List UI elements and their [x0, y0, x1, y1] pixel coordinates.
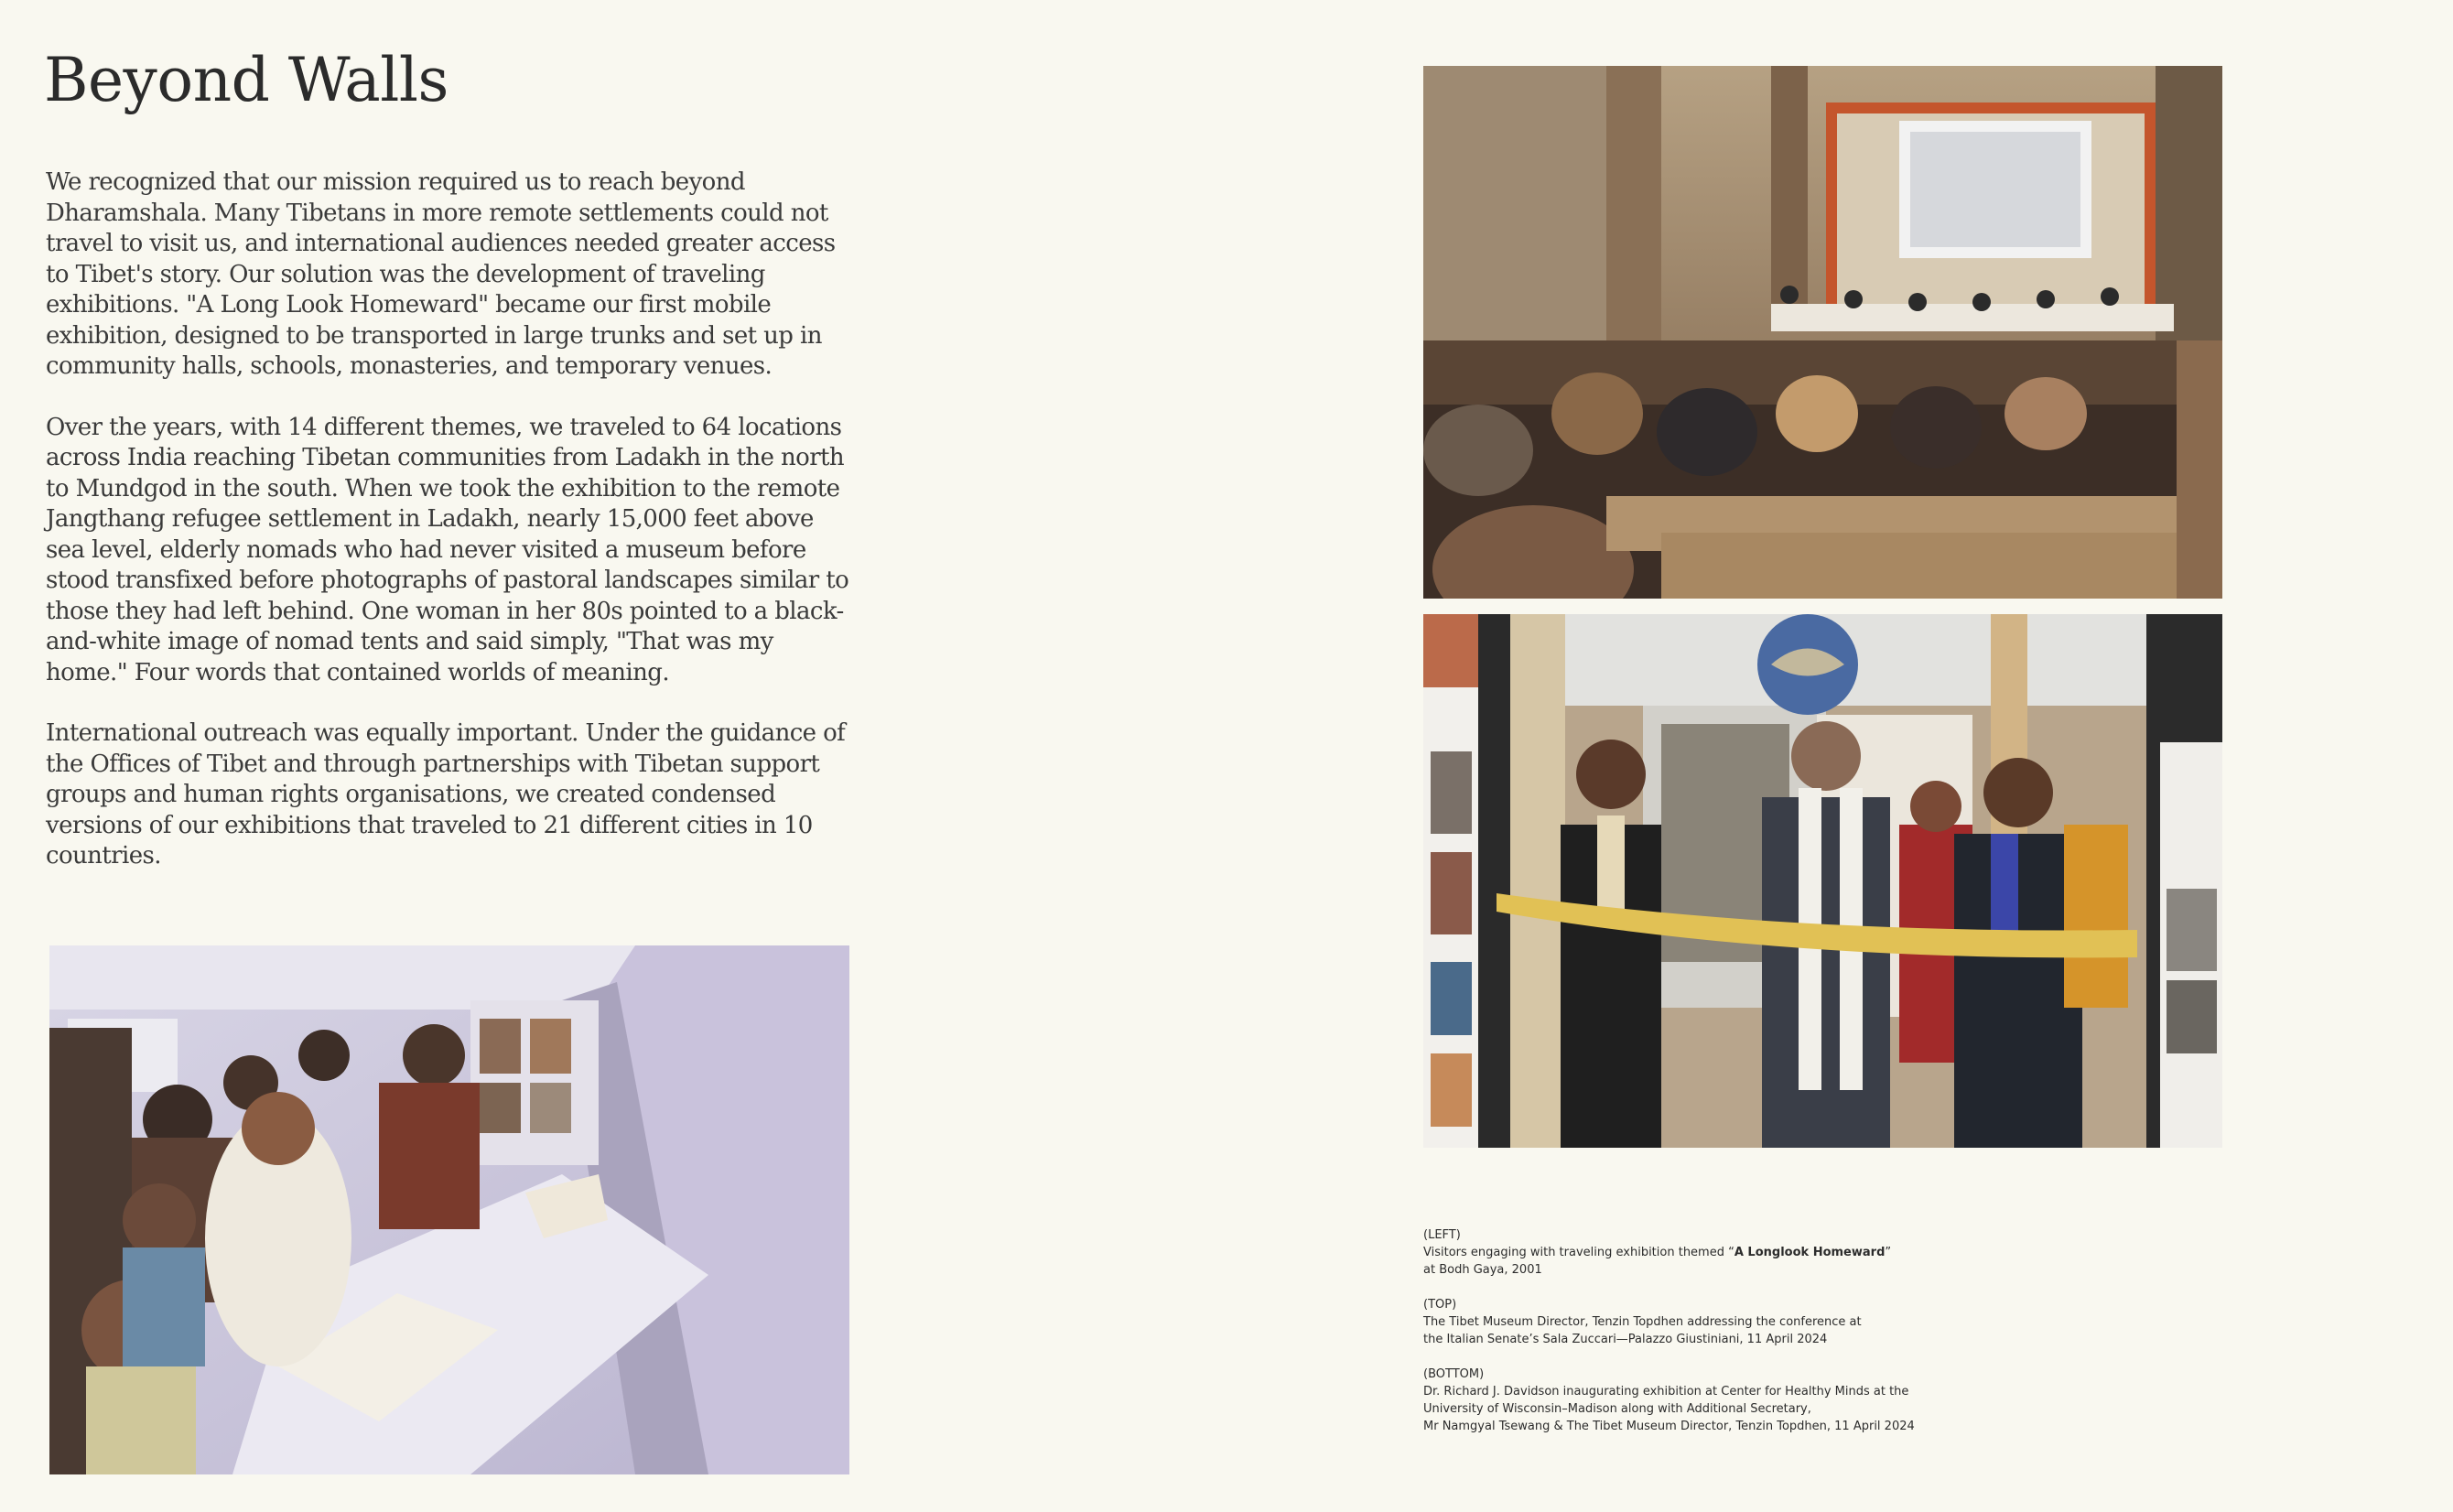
caption-top-line2: the Italian Senate’s Sala Zuccari—Palazzo Giustiniani, 11 April 2024 [1423, 1333, 1828, 1346]
caption-bottom [1423, 1366, 1991, 1435]
photo-senate-conference [1423, 66, 2222, 599]
caption-bottom-line3: Mr Namgyal Tsewang & The Tibet Museum Director, Tenzin Topdhen, 11 April 2024 [1423, 1420, 1915, 1433]
caption-top-line1: The Tibet Museum Director, Tenzin Topdhen addressing the conference at [1423, 1315, 1862, 1329]
paragraph-mission: We recognized that our mission required us to reach beyond Dharamshala. Many Tibetans in more remote settlements could not travel to visit us, and international audiences needed greater access to Tibet's story. Our solution was the development of traveling exhibitions. "A Long Look Homeward" became our first mobile exhibition, designed to be transported in large trunks and set up in community halls, schools, monasteries, and temporary venues. [46, 168, 836, 380]
paragraph-india-tour: Over the years, with 14 different themes, we traveled to 64 locations across India reaching Tibetan communities from Ladakh in the north to Mundgod in the south. When we took the exhibition to the remote Jangthang refugee settlement in Ladakh, nearly 15,000 feet above sea level, elderly nomads who had never visited a museum before stood transfixed before photographs of pastoral landscapes similar to those they had left behind. One woman in her 80s pointed to a black-and-white image of nomad tents and said simply, "That was my home." Four words that contained worlds of meaning. [46, 413, 849, 686]
photo-exhibition-visitors [49, 945, 849, 1474]
page-title: Beyond Walls [44, 45, 448, 115]
caption-bottom-line2: University of Wisconsin–Madison along with Additional Secretary, [1423, 1402, 1811, 1416]
paragraph-international: International outreach was equally important. Under the guidance of the Offices of Tibet and through partnerships with Tibetan support groups and human rights organisations, we created condensed versions of our exhibitions that traveled to 21 different cities in 10 countries. [46, 719, 846, 869]
caption-left-tag: (LEFT) [1423, 1228, 1461, 1242]
body-text [46, 167, 851, 902]
caption-left-line1: Visitors engaging with traveling exhibition themed “A Longlook Homeward” [1423, 1246, 1892, 1259]
photo-ribbon-cutting-image [1423, 614, 2222, 1148]
photo-ribbon-cutting [1423, 614, 2222, 1148]
caption-bottom-line1: Dr. Richard J. Davidson inaugurating exhibition at Center for Healthy Minds at the [1423, 1385, 1909, 1399]
caption-left-exhibition-name: A Longlook Homeward [1734, 1246, 1886, 1259]
caption-top [1423, 1296, 1991, 1348]
caption-left [1423, 1226, 1991, 1279]
caption-bottom-tag: (BOTTOM) [1423, 1367, 1485, 1381]
photo-senate-conference-image [1423, 66, 2222, 599]
caption-left-line2: at Bodh Gaya, 2001 [1423, 1263, 1542, 1277]
photo-exhibition-visitors-image [49, 945, 849, 1474]
caption-top-tag: (TOP) [1423, 1298, 1457, 1312]
photo-captions [1423, 1226, 1991, 1453]
